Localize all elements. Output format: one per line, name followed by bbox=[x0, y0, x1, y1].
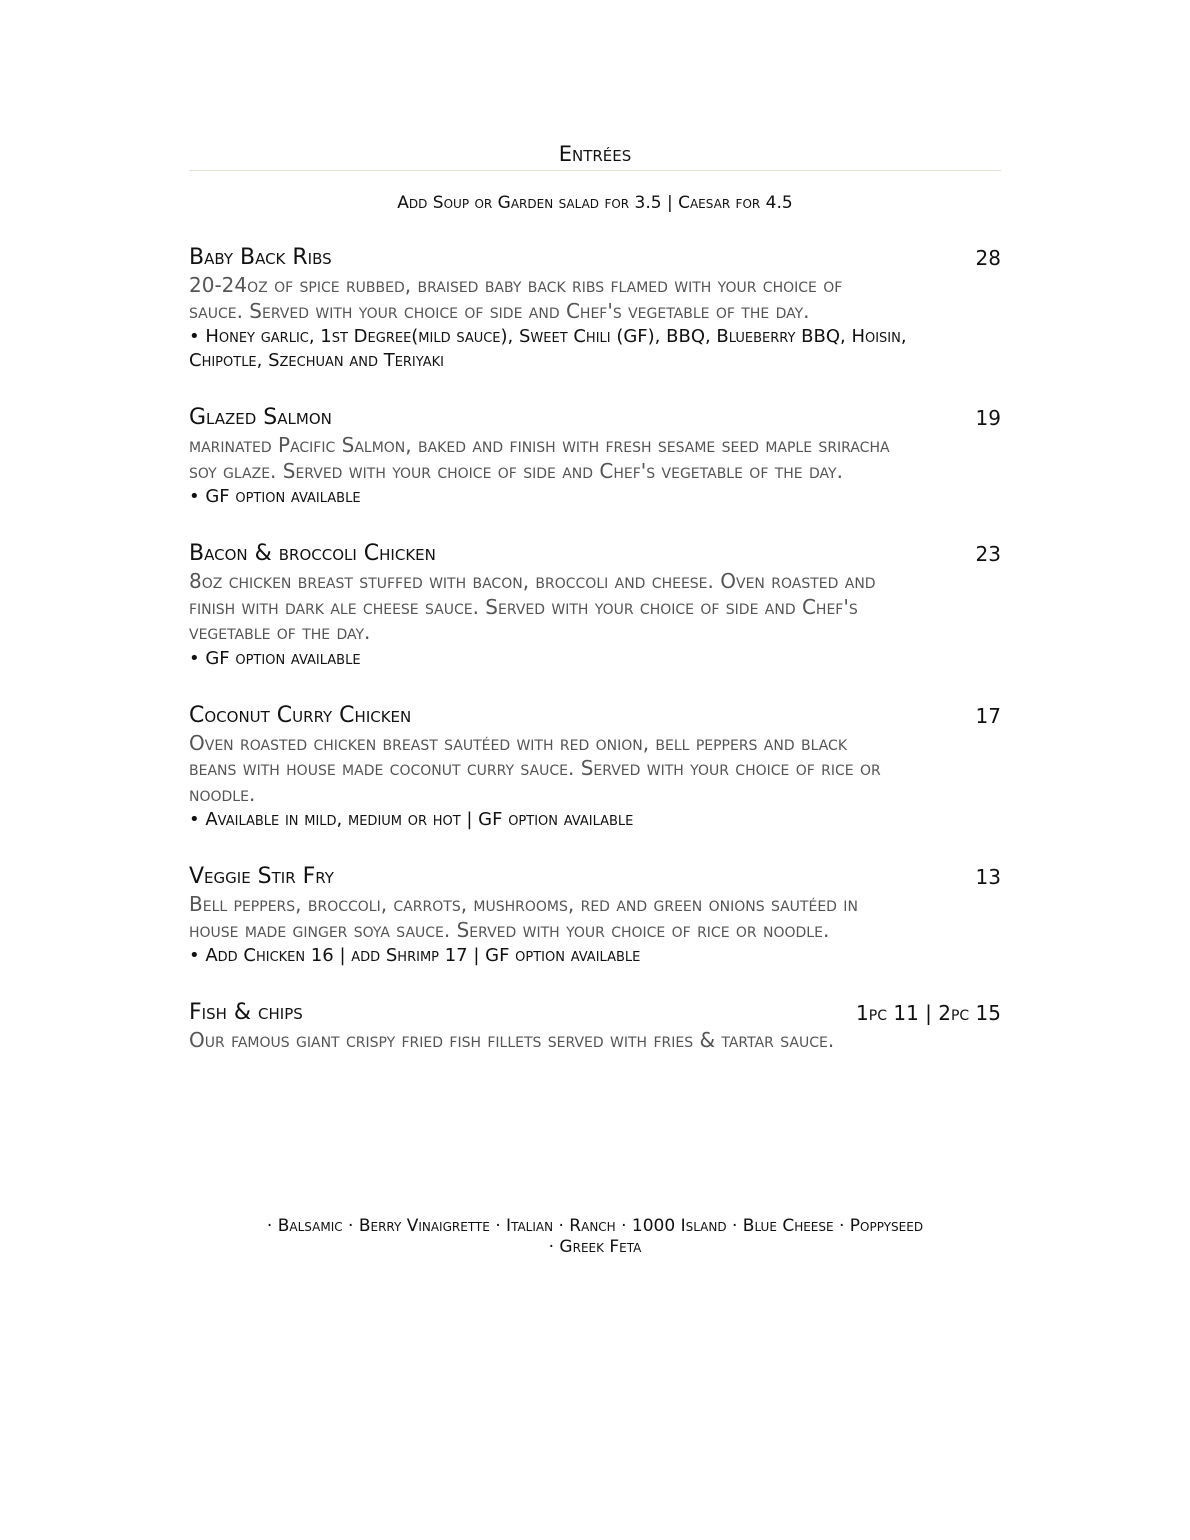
item-price: 23 bbox=[975, 542, 1001, 566]
item-name: Coconut Curry Chicken bbox=[189, 702, 412, 728]
item-description: Bell peppers, broccoli, carrots, mushrooms, red and green onions sautéed in house made ginger soya sauce. Served with your choice of rice or noodle. bbox=[189, 892, 858, 942]
item-name: Veggie Stir Fry bbox=[189, 864, 334, 889]
item-note: • GF option available bbox=[189, 647, 361, 669]
menu-item bbox=[189, 862, 1001, 968]
menu-item-header bbox=[189, 862, 1001, 892]
item-name: Baby Back Ribs bbox=[189, 245, 332, 270]
item-price: 1pc 11 | 2pc 15 bbox=[856, 1001, 1001, 1025]
section-note: Add Soup or Garden salad for 3.5 | Caesar for 4.5 bbox=[397, 193, 793, 213]
menu-item-header bbox=[189, 403, 1001, 433]
section-divider bbox=[189, 170, 1001, 171]
menu-item bbox=[189, 998, 1001, 1054]
menu-item bbox=[189, 701, 1001, 833]
item-description: marinated Pacific Salmon, baked and finish with fresh sesame seed maple sriracha soy glaze. Served with your choice of side and Chef's vegetable of the day. bbox=[189, 433, 890, 483]
item-price: 13 bbox=[975, 865, 1001, 889]
menu-page bbox=[189, 0, 1001, 1540]
item-note: • Available in mild, medium or hot | GF option available bbox=[189, 809, 634, 830]
menu-item-header bbox=[189, 243, 1001, 273]
menu-item bbox=[189, 539, 1001, 671]
menu-item bbox=[189, 403, 1001, 509]
item-note: • GF option available bbox=[189, 486, 361, 507]
menu-item-header bbox=[189, 539, 1001, 569]
dressing-list bbox=[189, 1216, 1001, 1258]
item-name: Glazed Salmon bbox=[189, 405, 332, 430]
item-price: 28 bbox=[975, 246, 1001, 270]
dressing-list-line: · Greek Feta bbox=[548, 1237, 642, 1257]
menu-item-header bbox=[189, 998, 1001, 1028]
item-name: Bacon & broccoli Chicken bbox=[189, 541, 436, 566]
dressing-list-line: · Balsamic · Berry Vinaigrette · Italian · Ranch · 1000 Island · Blue Cheese · Poppyseed bbox=[266, 1216, 924, 1236]
item-description: 20-24oz of spice rubbed, braised baby back ribs flamed with your choice of sauce. Served with your choice of side and Chef's vegetable of the day. bbox=[189, 273, 843, 323]
item-description: Our famous giant crispy fried fish fillets served with fries & tartar sauce. bbox=[189, 1028, 835, 1052]
item-price: 19 bbox=[975, 406, 1001, 430]
item-description: Oven roasted chicken breast sautéed with red onion, bell peppers and black beans with house made coconut curry sauce. Served with your choice of rice or noodle. bbox=[189, 730, 881, 806]
item-description: 8oz chicken breast stuffed with bacon, broccoli and cheese. Oven roasted and finish with dark ale cheese sauce. Served with your choice of side and Chef's vegetable of the day. bbox=[189, 569, 876, 644]
item-note: • Add Chicken 16 | add Shrimp 17 | GF option available bbox=[189, 945, 641, 966]
menu-items bbox=[189, 243, 1001, 1084]
section-title: Entrées bbox=[558, 142, 632, 166]
item-price: 17 bbox=[975, 703, 1001, 728]
item-name: Fish & chips bbox=[189, 1000, 303, 1025]
menu-item bbox=[189, 243, 1001, 373]
menu-item-header bbox=[189, 701, 1001, 731]
item-note: • Honey garlic, 1st Degree(mild sauce), Sweet Chili (GF), BBQ, Blueberry BBQ, Hoisin, Chipotle, Szechuan and Teriyaki bbox=[189, 326, 907, 371]
